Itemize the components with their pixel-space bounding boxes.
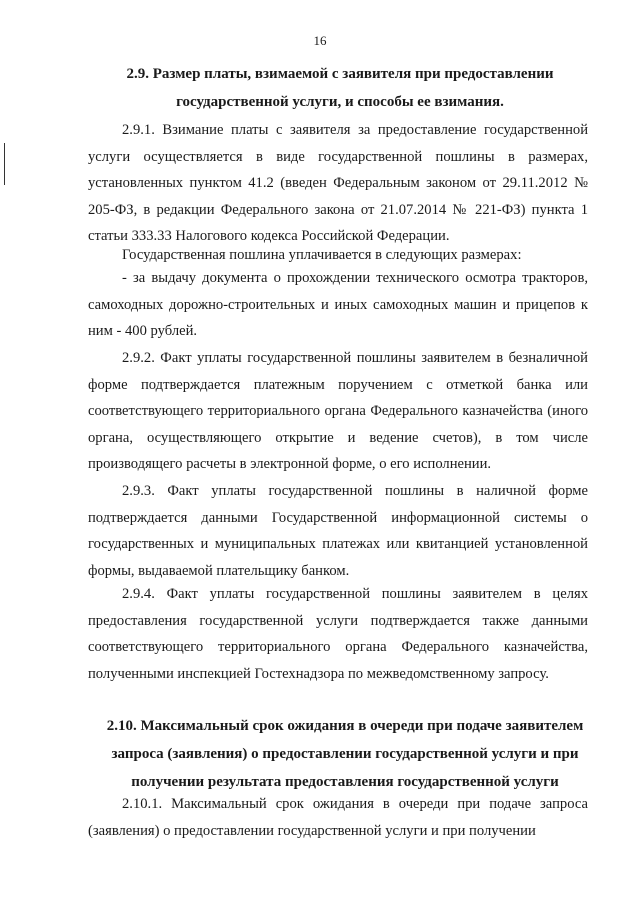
paragraph-fee-item: - за выдачу документа о прохождении технического осмотра тракторов, самоходных дорожно-строительных и иных самоходных машин и прицепов к ним - 400 рублей. [88, 270, 588, 339]
scan-edge-mark [4, 143, 5, 185]
paragraph-2-9-3: 2.9.3. Факт уплаты государственной пошлины в наличной форме подтверждается данными Государственной информационной системы о государственных и муниципальных платежах или квитанцией установленной формы, выдаваемой плательщику банком. [88, 483, 588, 579]
page-number: 16 [313, 33, 327, 48]
paragraph-2-9-4: 2.9.4. Факт уплаты государственной пошлины заявителем в целях предоставления государственной услуги подтверждается также данными соответствующего территориального органа Федерального казначейства, полученными инспекцией Гостехнадзора по межведомственному запросу. [88, 586, 588, 682]
paragraph-fee-intro: Государственная пошлина уплачивается в следующих размерах: [122, 247, 522, 263]
paragraph-2-10-1: 2.10.1. Максимальный срок ожидания в очереди при подаче запроса (заявления) о предоставлении государственной услуги и при получении [88, 796, 588, 839]
paragraph-2-9-1: 2.9.1. Взимание платы с заявителя за предоставление государственной услуги осуществляется в виде государственной пошлины в размерах, установленных пунктом 41.2 (введен Федеральным законом от 29.11.2012 № 205-ФЗ, в редакции Федерального закона от 21.07.2014 № 221-ФЗ) пункта 1 статьи 333.33 Налогового кодекса Российской Федерации. [88, 122, 588, 244]
section-heading-2-10: 2.10. Максимальный срок ожидания в очереди при подаче заявителем запроса (заявления) о предоставлении государственной услуги и при получении результата предоставления государственной услуги [106, 718, 584, 790]
paragraph-2-9-2: 2.9.2. Факт уплаты государственной пошлины заявителем в безналичной форме подтверждается платежным поручением с отметкой банка или соответствующего территориального органа Федерального казначейства (иного органа, осуществляющего открытие и ведение счетов), в том числе производящего расчеты в электронной форме, о его исполнении. [88, 350, 588, 472]
section-heading-2-9: 2.9. Размер платы, взимаемой с заявителя при предоставлении государственной услуги, и способы ее взимания. [126, 66, 554, 110]
